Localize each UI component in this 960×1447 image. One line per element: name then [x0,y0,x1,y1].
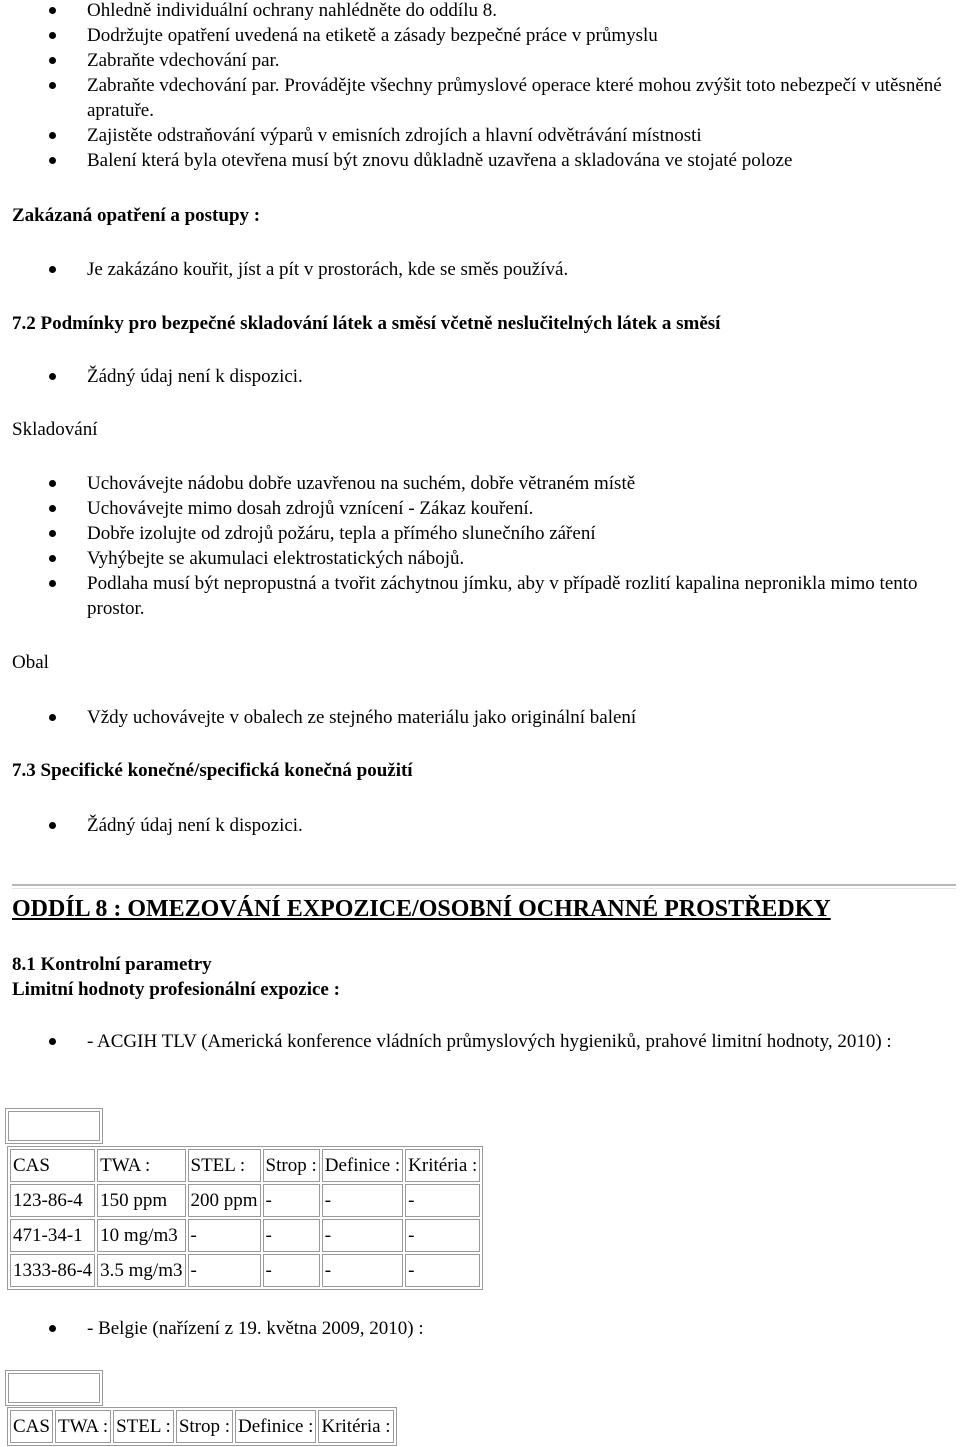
header-cell: Definice : [235,1410,316,1443]
empty-table-cell [5,1370,103,1406]
storage-list [0,471,960,621]
limits-heading: Limitní hodnoty profesionální expozice : [12,979,340,1000]
list-item: Dodržujte opatření uvedená na etiketě a zásady bezpečné práce v průmyslu [0,23,960,48]
list-item: Žádný údaj není k dispozici. [0,364,960,389]
list-item: - ACGIH TLV (Americká konference vládních průmyslových hygieniků, prahové limitní hodnoty, 2010) : [0,1029,960,1054]
table-cell: 10 mg/m3 [97,1219,185,1252]
header-cell: STEL : [188,1149,261,1182]
bullet-icon [49,822,56,829]
bullet-icon [49,1325,56,1332]
table-row [10,1219,480,1252]
bullet-icon [49,530,56,537]
list-item: Vyhýbejte se akumulaci elektrostatických nábojů. [0,546,960,571]
header-cell: CAS [10,1410,53,1443]
header-cell: TWA : [55,1410,111,1443]
bullet-icon [49,555,56,562]
header-cell: STEL : [113,1410,174,1443]
bullet-icon [49,157,56,164]
section-8-1-heading: 8.1 Kontrolní parametry [12,954,212,975]
list-item: Uchovávejte nádobu dobře uzavřenou na suchém, dobře větraném místě [0,471,960,496]
table-cell: - [188,1219,261,1252]
table-cell: - [188,1254,261,1287]
header-cell: Strop : [176,1410,233,1443]
table-header-row [10,1410,394,1443]
bullet-icon [49,580,56,587]
list-item: Zabraňte vdechování par. [0,48,960,73]
table-cell: 200 ppm [188,1184,261,1217]
list-item: Podlaha musí být nepropustná a tvořit záchytnou jímku, aby v případě rozlití kapalina nepronikla mimo tento prostor. [0,571,960,621]
handling-list-block [0,0,960,173]
forbidden-heading: Zakázaná opatření a postupy : [12,205,261,226]
section-7-2-heading: 7.2 Podmínky pro bezpečné skladování látek a směsí včetně neslučitelných látek a směsí [12,313,721,334]
list-item: Zabraňte vdechování par. Provádějte všechny průmyslové operace které mohou zvýšit toto nebezpečí v utěsněné apratuře. [0,73,960,123]
table-cell: - [322,1219,403,1252]
header-cell: CAS [10,1149,95,1182]
storage-label: Skladování [12,419,98,440]
list-item: Vždy uchovávejte v obalech ze stejného materiálu jako originální balení [0,705,960,730]
section-divider [12,884,956,889]
empty-table-cell [5,1108,103,1144]
obal-label: Obal [12,652,49,673]
bullet-icon [49,7,56,14]
section-7-3-heading: 7.3 Specifické konečné/specifická konečná použití [12,760,413,781]
list-item: Žádný údaj není k dispozici. [0,813,960,838]
table-cell: 471-34-1 [10,1219,95,1252]
table-cell: - [263,1184,320,1217]
bullet-icon [49,32,56,39]
header-cell: Kritéria : [405,1149,480,1182]
header-cell: Definice : [322,1149,403,1182]
bullet-icon [49,132,56,139]
header-cell: Strop : [263,1149,320,1182]
table-cell: - [322,1254,403,1287]
table-cell: - [405,1254,480,1287]
bullet-icon [49,266,56,273]
belgie-limits-table [7,1407,397,1446]
list-item: - Belgie (nařízení z 19. května 2009, 2010) : [0,1316,960,1341]
acgih-limits-table [7,1146,483,1290]
table-cell: 150 ppm [97,1184,185,1217]
table-row [10,1184,480,1217]
table-cell: - [322,1184,403,1217]
table-cell: - [263,1219,320,1252]
list-item: Zajistěte odstraňování výparů v emisních zdrojích a hlavní odvětrávání místnosti [0,123,960,148]
header-cell: TWA : [97,1149,185,1182]
table-cell: 1333-86-4 [10,1254,95,1287]
bullet-icon [49,57,56,64]
handling-list [0,0,960,173]
list-item: Uchovávejte mimo dosah zdrojů vznícení - Zákaz kouření. [0,496,960,521]
table-row [10,1254,480,1287]
section-8-title: ODDÍL 8 : OMEZOVÁNÍ EXPOZICE/OSOBNÍ OCHRANNÉ PROSTŘEDKY [12,896,831,922]
bullet-icon [49,480,56,487]
table-header-row [10,1149,480,1182]
table-cell: - [405,1184,480,1217]
table-cell: 3.5 mg/m3 [97,1254,185,1287]
list-item: Balení která byla otevřena musí být znovu důkladně uzavřena a skladována ve stojaté poloze [0,148,960,173]
bullet-icon [49,714,56,721]
header-cell: Kritéria : [318,1410,393,1443]
bullet-icon [49,1038,56,1045]
list-item: Dobře izolujte od zdrojů požáru, tepla a přímého slunečního záření [0,521,960,546]
table-cell: - [263,1254,320,1287]
table-cell: - [405,1219,480,1252]
list-item: Je zakázáno kouřit, jíst a pít v prostorách, kde se směs používá. [0,257,960,282]
table-cell: 123-86-4 [10,1184,95,1217]
bullet-icon [49,373,56,380]
bullet-icon [49,505,56,512]
list-item: Ohledně individuální ochrany nahlédněte do oddílu 8. [0,0,960,23]
bullet-icon [49,82,56,89]
